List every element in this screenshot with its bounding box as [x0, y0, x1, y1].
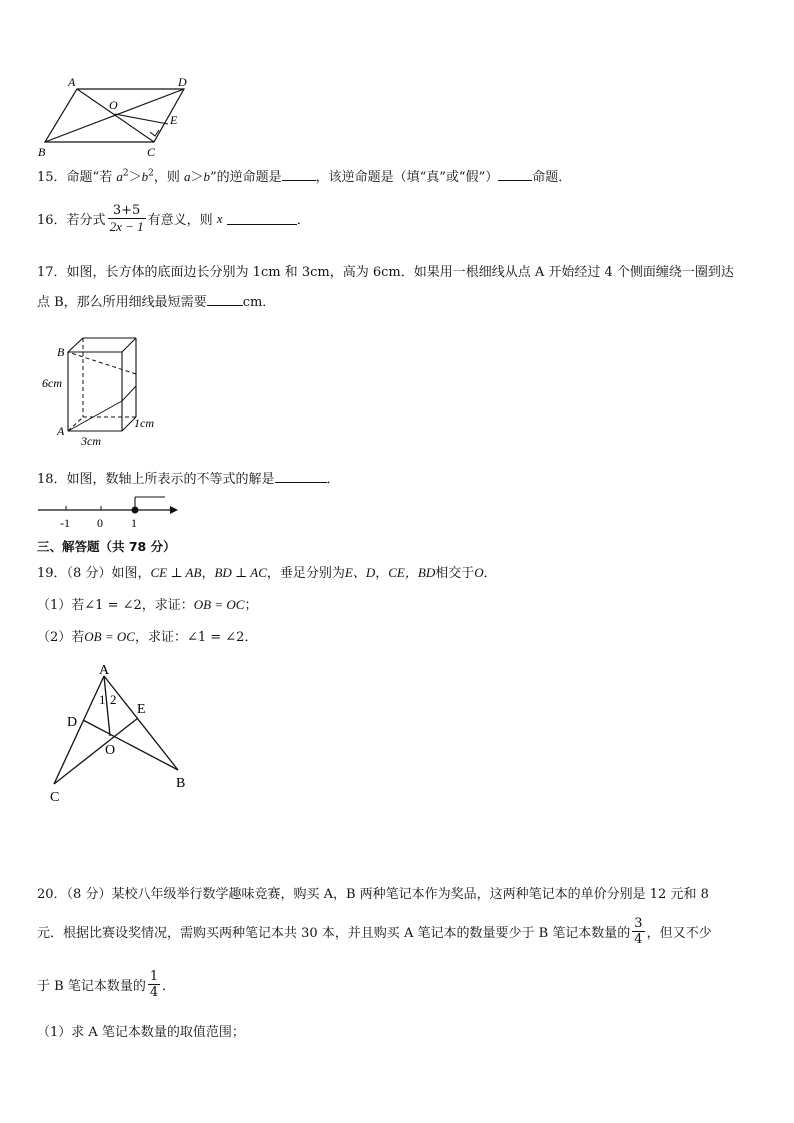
- number-line-figure: [34, 492, 184, 532]
- label-o: O: [105, 743, 116, 758]
- q15-a2: a: [183, 169, 191, 184]
- q16-mid: 有意义，则: [147, 213, 213, 228]
- q19-part-2: [37, 626, 257, 645]
- q19-p1-end: ；: [244, 598, 258, 613]
- q15-end: 命题．: [532, 170, 572, 185]
- thread-path-hidden: [68, 352, 136, 374]
- q20-fraction-3-4: [632, 916, 644, 947]
- q19-lines: CE，BD: [388, 565, 436, 580]
- q19-number: 19．（8 分）如图，: [37, 566, 151, 581]
- label-b: B: [38, 145, 46, 159]
- label-d: D: [67, 715, 78, 730]
- triangle-figure: [40, 660, 200, 805]
- q15-a: a: [116, 169, 123, 184]
- q20-frac2-den: 4: [149, 985, 159, 1000]
- label-depth: 1cm: [134, 416, 154, 430]
- label-width: 3cm: [81, 434, 101, 447]
- q15-gt: ＞: [128, 170, 142, 185]
- q17-line2-end: cm．: [242, 295, 276, 310]
- q18-text: 18．如图，数轴上所表示的不等式的解是: [37, 472, 275, 487]
- q19-bd-perp: BD ⊥ AC: [214, 565, 267, 580]
- q16-numerator: 3+5: [112, 203, 141, 218]
- question-19: [37, 562, 497, 581]
- label-two: 2: [110, 692, 117, 707]
- q19-sep2: ，: [375, 566, 389, 581]
- q15-b: b: [141, 169, 149, 184]
- box-edge: [122, 338, 136, 352]
- q20-line-3: [37, 969, 175, 1000]
- q19-sep1: ，: [201, 566, 215, 581]
- q16-number: 16．: [37, 213, 67, 228]
- box-edge: [68, 338, 83, 352]
- q19-o: O: [474, 565, 484, 580]
- q19-p2-mid: ，求证：∠1 = ∠2．: [134, 630, 258, 645]
- q20-frac2-num: 1: [149, 969, 159, 984]
- q19-mid: ，垂足分别为: [266, 566, 345, 581]
- cuboid-figure: [40, 335, 170, 447]
- side-ac: [54, 676, 104, 784]
- q19-end1: 相交于: [435, 566, 475, 581]
- q15-blank-1[interactable]: [282, 169, 316, 181]
- q19-p2-expr: OB = OC: [84, 629, 135, 644]
- q15-b2: b: [203, 169, 210, 184]
- q20-line3-end: ．: [162, 979, 176, 994]
- q15-gt2: ＞: [190, 170, 204, 185]
- q19-part-1: [37, 594, 257, 613]
- q20-line2-end: ，但又不少: [646, 926, 712, 941]
- label-b: B: [176, 776, 186, 791]
- q19-p1-expr: OB = OC: [193, 597, 245, 612]
- label-a: A: [57, 424, 65, 438]
- q20-line3-pre: 于 B 笔记本数量的: [37, 979, 146, 994]
- q16-fraction: [108, 203, 146, 234]
- q16-blank[interactable]: [227, 213, 297, 225]
- question-16: [37, 203, 310, 234]
- label-c: C: [50, 790, 60, 805]
- q20-fraction-1-4: [148, 969, 160, 1000]
- q17-blank[interactable]: [207, 294, 243, 306]
- q17-line-1: 17．如图，长方体的底面边长分别为 1cm 和 3cm，高为 6cm．如果用一根细线从点 A 开始经过 4 个侧面缠绕一圈到达: [37, 265, 734, 280]
- q17-line2-pre: 点 B，那么所用细线最短需要: [37, 295, 207, 310]
- label-e: E: [137, 702, 146, 717]
- q17-line-2: [37, 291, 275, 310]
- q19-feet: E、D: [344, 565, 376, 580]
- q19-p2-pre: （2）若: [37, 630, 85, 645]
- question-18: [37, 468, 340, 487]
- q15-mid3: ，该逆命题是（填“真”或“假”）: [315, 170, 499, 185]
- q16-denominator: 2x − 1: [109, 219, 144, 234]
- label-one: 1: [99, 692, 106, 707]
- q15-pre: 命题“若: [66, 170, 117, 185]
- q20-frac1-num: 3: [634, 916, 643, 931]
- label-o: O: [109, 98, 118, 112]
- q15-mid2: ”的逆命题是: [209, 170, 282, 185]
- q16-pre: 若分式: [66, 213, 106, 228]
- q15-number: 15．: [37, 170, 67, 185]
- tick-label-neg1: -1: [60, 516, 70, 530]
- label-b: B: [57, 345, 65, 359]
- parallelogram-figure: [30, 72, 200, 164]
- q19-ce-perp: CE ⊥ AB: [150, 565, 202, 580]
- section-title: 三、解答题（共 78 分）: [37, 539, 176, 554]
- tick-label-0: 0: [97, 516, 103, 530]
- segment-bd: [83, 720, 178, 770]
- q16-end: ．: [296, 213, 310, 228]
- q19-p1-pre: （1）若∠1 = ∠2，求证：: [37, 598, 194, 613]
- segment-oe: [115, 114, 168, 124]
- q18-end: ．: [326, 472, 340, 487]
- label-e: E: [170, 113, 178, 127]
- q15-exp1: 2: [122, 168, 129, 179]
- q15-blank-2[interactable]: [498, 169, 532, 181]
- q16-var: x: [216, 210, 223, 226]
- q20-line2-pre: 元．根据比赛设奖情况，需购买两种笔记本共 30 本，并且购买 A 笔记本的数量要少于 B 笔记本数量的: [37, 926, 631, 941]
- label-a: A: [68, 75, 76, 89]
- diagonal-bd: [45, 89, 184, 142]
- label-d: D: [178, 75, 187, 89]
- solid-point: [132, 507, 139, 514]
- q20-line-2: [37, 916, 712, 947]
- q20-line-1: 20．（8 分）某校八年级举行数学趣味竞赛，购买 A，B 两种笔记本作为奖品，这两种笔记本的单价分别是 12 元和 8: [37, 887, 709, 902]
- thread-path: [122, 386, 136, 401]
- thread-path: [68, 401, 122, 431]
- label-c: C: [147, 145, 156, 159]
- tick-label-1: 1: [131, 516, 137, 530]
- q15-mid1: ，则: [153, 170, 184, 185]
- q20-part-1: （1）求 A 笔记本数量的取值范围；: [37, 1025, 245, 1040]
- q20-frac1-den: 4: [634, 932, 643, 947]
- label-height: 6cm: [42, 376, 62, 390]
- q19-end2: ．: [483, 566, 497, 581]
- question-15: [37, 166, 571, 185]
- number-line-arrow: [170, 506, 178, 514]
- q18-blank[interactable]: [275, 471, 327, 483]
- q15-exp2: 2: [148, 168, 154, 179]
- label-a: A: [99, 663, 110, 678]
